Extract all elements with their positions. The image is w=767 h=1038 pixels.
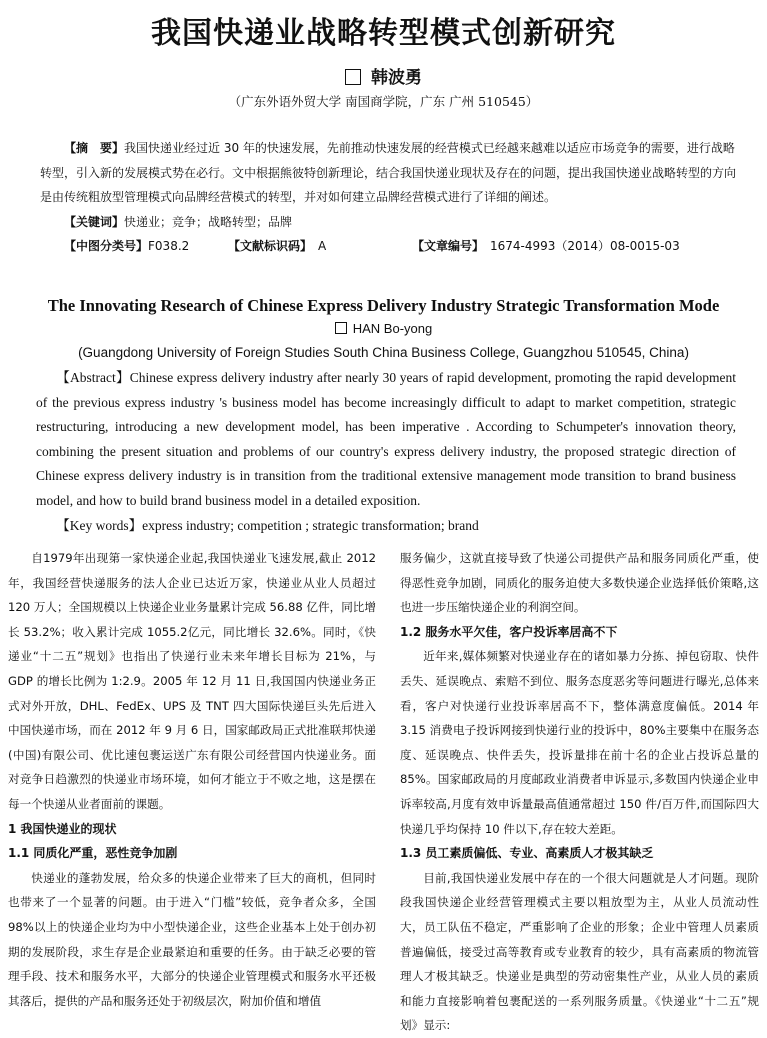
- clc-label: 【中图分类号】: [64, 239, 149, 253]
- body-paragraph: 目前,我国快递业发展中存在的一个很大问题就是人才问题。现阶段我国快递企业经营管理模式主要以粗放型为主，从业人员流动性大，员工队伍不稳定，严重影响了企业的形象；企业中管理人员素质普遍偏低，接受过高等教育或专业教育的较少，具有高素质的物流管理人才极其缺乏。快递业是典型的劳动密集性产业，从业人员的素质和能力直接影响着包裹配送的一系列服务质量。《快递业“十二五”规划》显示:: [400, 870, 759, 1033]
- chinese-abstract: [40, 136, 740, 258]
- subsection-heading: 1.2 服务水平欠佳，客户投诉率居高不下: [400, 624, 618, 639]
- english-abstract-paragraph: [36, 366, 736, 514]
- english-abstract-text: Chinese express delivery industry after nearly 30 years of rapid development, promoting the rapid development of the previous express industry 's business model has become increasingly difficult to adapt to market competition, strategic restructuring, introducing a new development model, has been imperative . According to Schumpeter's innovation theory, combining the present situation and problems of our country's express delivery industry, the proposed strategic direction of Chinese express delivery industry is in transition from the traditional extensive management mode transition to brand business model, and how to build brand business model in a detailed exposition.: [36, 370, 736, 508]
- english-abstract: [36, 366, 736, 538]
- article-number-label: 【文章编号】: [412, 239, 485, 253]
- body-paragraph: 快递业的蓬勃发展，给众多的快递企业带来了巨大的商机，但同时也带来了一个显著的问题。由于进入“门槛”较低，竞争者众多，全国 98%以上的快递企业均为中小型快递企业，这些企业基本上处于创办初期的发展阶段，求生存是企业最紧迫和重要的任务。由于缺乏必要的管理手段、技术和服务水平，大部分的快递企业管理模式和服务水平还极其落后，提供的产品和服务还处于初级层次，附加价值和增值: [8, 870, 376, 1008]
- clc-field: [64, 234, 190, 259]
- doc-code-label: 【文献标识码】: [228, 239, 313, 253]
- classification-row: [40, 234, 740, 258]
- keywords-label: 【关键词】: [64, 214, 125, 229]
- english-keywords-line: [36, 514, 736, 539]
- paper-title: 我国快递业战略转型模式创新研究: [151, 16, 616, 51]
- english-title: The Innovating Research of Chinese Express Delivery Industry Strategic Transformation Mode: [47, 296, 720, 315]
- section-heading: 1 我国快递业的现状: [8, 821, 117, 836]
- english-abstract-label: 【Abstract】: [56, 370, 130, 385]
- article-number-value: 1674-4993（2014）08-0015-03: [490, 239, 680, 253]
- body-paragraph: 服务偏少，这就直接导致了快递公司提供产品和服务同质化严重，使得恶性竞争加剧，同质化的服务迫使大多数快递企业选择低价策略,这也进一步压缩快递企业的利润空间。: [400, 551, 759, 615]
- affiliation: （广东外语外贸大学 南国商学院，广东 广州 510545）: [228, 94, 539, 109]
- doc-code-field: [228, 234, 327, 259]
- keywords-line: [40, 210, 740, 235]
- abstract-label: 【摘 要】: [64, 141, 125, 155]
- abstract-text: 我国快递业经过近 30 年的快速发展，先前推动快速发展的经营模式已经越来越难以适应市场竞争的需要，进行战略转型，引入新的发展模式势在必行。文中根据熊彼特创新理论，结合我国快递业现状及存在的问题，提出我国快递业战略转型的方向是由传统粗放型管理模式向品牌经营模式的转型，并对如何建立品牌经营模式进行了详细的阐述。: [40, 141, 737, 204]
- author-name: 韩波勇: [371, 68, 422, 88]
- checkbox-square-icon: [335, 322, 347, 334]
- checkbox-square-icon: [345, 69, 361, 85]
- author-line: [0, 63, 767, 88]
- clc-value: F038.2: [148, 239, 190, 253]
- english-author-line: [0, 321, 767, 336]
- keywords-text: 快递业；竞争；战略转型；品牌: [124, 214, 293, 229]
- english-affiliation: (Guangdong University of Foreign Studies South China Business College, Guangzhou 510545, China): [78, 345, 689, 360]
- article-number-field: [412, 234, 680, 259]
- abstract-paragraph: [40, 136, 740, 210]
- subsection-heading: 1.3 员工素质偏低、专业、高素质人才极其缺乏: [400, 846, 654, 861]
- subsection-heading: 1.1 同质化严重，恶性竞争加剧: [8, 846, 178, 861]
- body-paragraph: 自1979年出现第一家快递企业起,我国快递业飞速发展,截止 2012 年，我国经营快递服务的法人企业已达近万家，快递业从业人员超过 120 万人；全国规模以上快递企业业务量累计完成 56.88 亿件，同比增长 53.2%；收入累计完成 1055.2亿元，同比增长 32.6%。同时，《快递业“十二五”规划》也指出了快递行业未来年增长目标为 21%，与 GDP 的增长比例为 1:2.9。2005 年 12 月 11 日,我国国内快递业务正式对外开放，DHL、FedEx、UPS 及 TNT 四大国际快递巨头先后进入中国快递市场，而在 2012 年 9 月 6 日，国家邮政局正式批准联邦快递(中国)有限公司、优比速包裹运送广东有限公司经营国内快递业务。面对竞争日趋激烈的快递业市场环境，如何才能立于不败之地，这是摆在每一个快递从业者面前的课题。: [8, 551, 376, 811]
- doc-code-value: A: [318, 239, 327, 253]
- body-right-column: [400, 546, 759, 1038]
- body-left-column: [8, 546, 376, 1013]
- english-author-name: HAN Bo-yong: [352, 321, 433, 336]
- body-paragraph: 近年来,媒体频繁对快递业存在的诸如暴力分拣、掉包窃取、快件丢失、延误晚点、索赔不到位、服务态度恶劣等问题进行曝光,总体来看，客户对快递行业投诉率居高不下，整体满意度偏低。2014 年 3.15 消费电子投诉网接到快递行业的投诉中，80%主要集中在服务态度、延误晚点、快件丢失，投诉量排在前十名的企业占投诉总量的 85%。国家邮政局的月度邮政业消费者申诉显示,多数国内快递企业申诉率较高,月度有效申诉量最高值通常超过 150 件/百万件,而国际四大快递几乎均保持 10 件以下,存在较大差距。: [400, 649, 759, 836]
- english-keywords-label: 【Key words】: [56, 517, 143, 533]
- english-keywords-text: express industry; competition ; strategic transformation; brand: [142, 517, 479, 533]
